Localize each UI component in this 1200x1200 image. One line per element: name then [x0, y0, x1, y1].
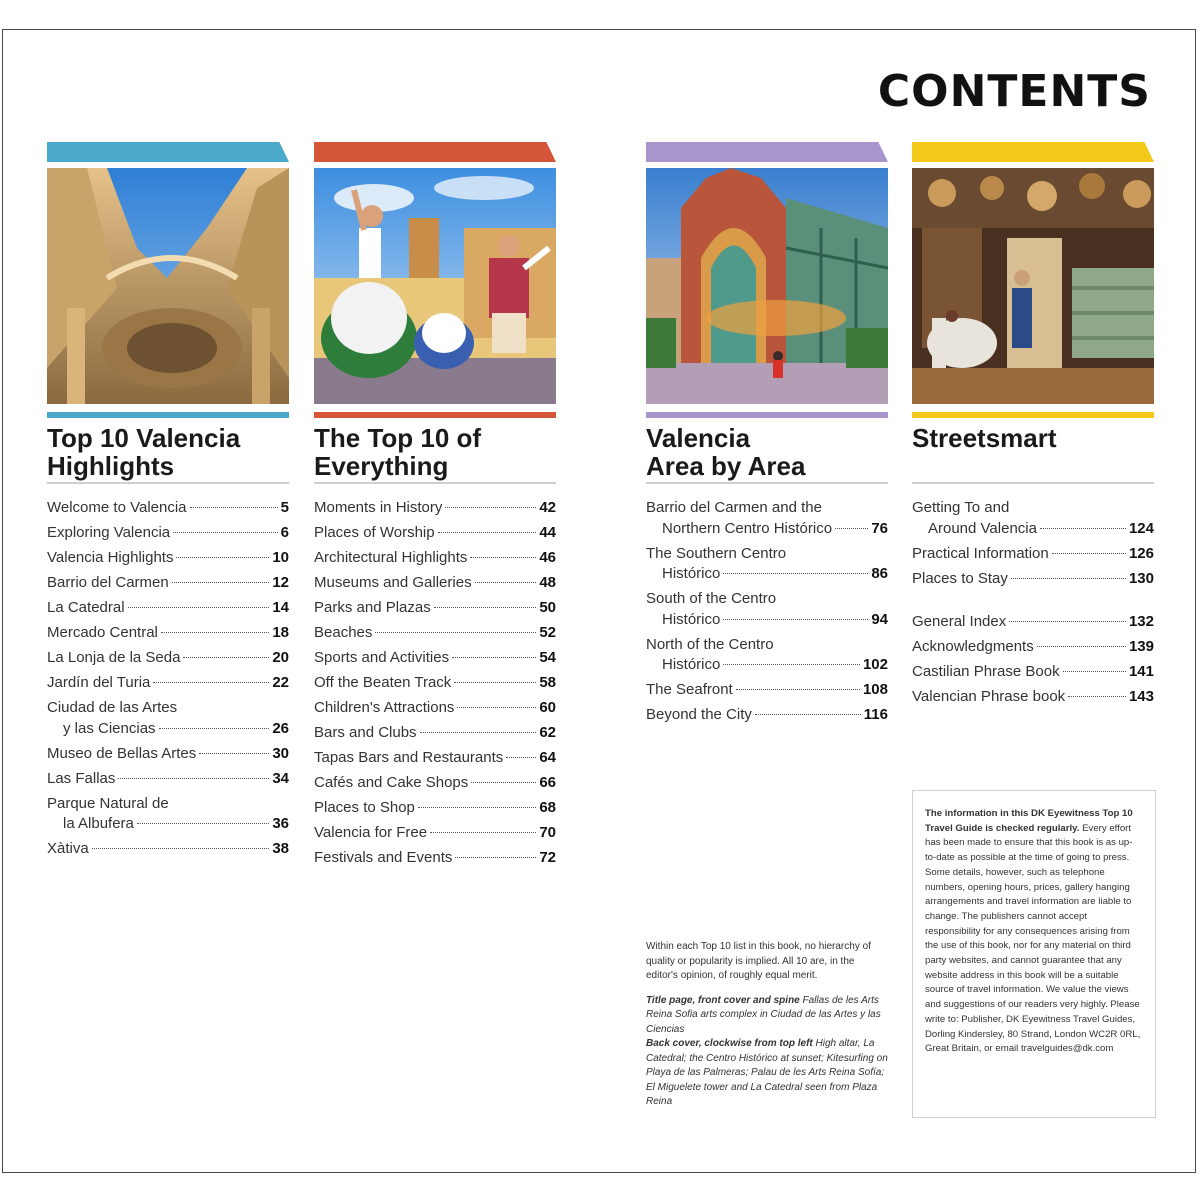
toc-entry[interactable] [912, 612, 1154, 633]
disclaimer-text: Every effort has been made to ensure that this book is as up-to-date as possible at the time of going to press. Some details, however, such as telephone numbers, opening hours, prices, gallery hanging arrangements and travel information are liable to change. The publishers cannot accept responsibility for any consequences arising from the use of this book, nor for any material on third party websites, and cannot guarantee that any website address in this book will be a suitable source of travel information. We value the views and suggestions of our readers very highly. Please write to: Publisher, DK Eyewitness Travel Guides, Dorling Kindersley, 80 Strand, London WC2R 0RL, Great Britain, or email travelguides@dk.com [925, 822, 1141, 1055]
leader-dots [434, 607, 537, 608]
toc-page-number: 38 [272, 840, 289, 857]
toc-entry-title: La Catedral [47, 599, 125, 616]
toc-entry-title: Mercado Central [47, 624, 158, 641]
toc-entry-title: Valencian Phrase book [912, 687, 1066, 705]
toc-entry[interactable] [646, 589, 888, 630]
toc-entry[interactable] [646, 635, 888, 676]
toc-entry-title: The Seafront [646, 681, 733, 698]
leader-dots [470, 557, 536, 558]
toc-page-number: 34 [272, 769, 289, 787]
section-underbar [314, 412, 556, 418]
folk-dancers-image [314, 168, 556, 404]
section-rule [314, 482, 556, 484]
toc-gap [912, 594, 1154, 612]
leader-dots [172, 582, 270, 583]
toc-entry-title: Children's Attractions [314, 699, 455, 716]
toc-entry-title: Practical Information [912, 544, 1049, 562]
toc-entry[interactable] [314, 598, 556, 619]
toc-entry-title: Las Fallas [47, 769, 116, 787]
toc-page-number: 5 [280, 499, 289, 516]
toc-page-number: 36 [272, 815, 289, 832]
leader-dots [173, 532, 278, 533]
page-heading: CONTENTS [877, 66, 1151, 117]
toc-entry-title: Festivals and Events [314, 849, 453, 866]
toc-entry-title: Cafés and Cake Shops [314, 774, 469, 791]
leader-dots [430, 832, 536, 833]
toc-page-number: 86 [871, 565, 888, 582]
toc-entry-title: Valencia Highlights [47, 549, 174, 566]
toc-page-number: 58 [539, 674, 556, 691]
leader-dots [159, 728, 270, 729]
toc-entry-title-line1: Parque Natural de [47, 794, 169, 812]
toc-entry[interactable] [912, 498, 1154, 539]
toc-page-number: 62 [539, 724, 556, 741]
toc-page-number: 94 [871, 610, 888, 628]
contents-page [2, 29, 1196, 1173]
leader-dots [755, 714, 861, 715]
leader-dots [455, 857, 536, 858]
toc-list [47, 498, 289, 860]
leader-dots [183, 657, 269, 658]
toc-entry-title-line1: North of the Centro [646, 635, 774, 653]
leader-dots [723, 573, 868, 574]
toc-entry[interactable] [314, 673, 556, 694]
leader-dots [723, 619, 868, 620]
cathedral-facade-image [47, 168, 289, 404]
toc-entry[interactable] [314, 573, 556, 594]
toc-page-number: 130 [1128, 569, 1154, 587]
toc-entry[interactable] [47, 794, 289, 835]
leader-dots [736, 689, 860, 690]
toc-page-number: 60 [539, 699, 556, 716]
toc-entry-title: Places to Shop [314, 799, 415, 816]
leader-dots [835, 528, 868, 529]
toc-page-number: 42 [539, 499, 556, 516]
craft-shop-image [912, 168, 1154, 404]
toc-page-number: 139 [1128, 637, 1154, 655]
toc-page-number: 143 [1128, 687, 1154, 705]
leader-dots [457, 707, 536, 708]
toc-entry[interactable] [314, 823, 556, 844]
toc-entry[interactable] [47, 598, 289, 619]
leader-dots [1063, 671, 1126, 672]
leader-dots [420, 732, 537, 733]
leader-dots [438, 532, 537, 533]
toc-page-number: 26 [272, 719, 289, 737]
toc-page-number: 76 [871, 519, 888, 537]
toc-entry[interactable] [47, 769, 289, 790]
leader-dots [723, 664, 860, 665]
toc-page-number: 102 [862, 656, 888, 673]
toc-entry-title: Around Valencia [928, 519, 1037, 537]
toc-page-number: 116 [863, 706, 888, 723]
toc-entry-title: Beaches [314, 624, 373, 641]
toc-page-number: 52 [539, 624, 556, 641]
toc-entry[interactable] [314, 723, 556, 744]
toc-entry[interactable] [314, 748, 556, 769]
toc-entry-title: Welcome to Valencia [47, 499, 187, 516]
disclaimer-bold: The information in this DK Eyewitness Top 10 Travel Guide is checked regularly. [925, 808, 1133, 834]
leader-dots [452, 657, 536, 658]
section-title: Top 10 Valencia Highlights [47, 423, 241, 481]
leader-dots [153, 682, 269, 683]
toc-page-number: 124 [1128, 519, 1154, 537]
toc-entry-title: Parks and Plazas [314, 599, 431, 616]
toc-entry[interactable] [47, 648, 289, 669]
toc-page-number: 132 [1128, 612, 1154, 630]
leader-dots [471, 782, 536, 783]
toc-entry[interactable] [47, 573, 289, 594]
toc-page-number: 141 [1128, 662, 1154, 680]
leader-dots [190, 507, 278, 508]
toc-entry[interactable] [47, 839, 289, 860]
toc-entry[interactable] [314, 773, 556, 794]
toc-list [912, 498, 1154, 707]
toc-page-number: 108 [862, 681, 888, 698]
section-top10-highlights [47, 142, 289, 864]
toc-entry-title: Exploring Valencia [47, 524, 171, 541]
toc-page-number: 14 [272, 599, 289, 616]
leader-dots [199, 753, 269, 754]
toc-entry[interactable] [47, 623, 289, 644]
section-rule [646, 482, 888, 484]
toc-page-number: 10 [272, 549, 289, 566]
toc-entry-title: Museums and Galleries [314, 574, 472, 591]
leader-dots [1011, 578, 1126, 579]
toc-entry-title: Museo de Bellas Artes [47, 744, 197, 762]
toc-entry-title: Barrio del Carmen [47, 574, 169, 591]
note-paragraph: Within each Top 10 list in this book, no hierarchy of quality or popularity is implied. All 10 are, in the editor's opinion, of roughly equal merit. [646, 941, 871, 981]
toc-page-number: 22 [272, 674, 289, 691]
leader-dots [475, 582, 537, 583]
toc-entry[interactable] [314, 698, 556, 719]
toc-list [314, 498, 556, 869]
section-area-by-area [646, 142, 888, 730]
toc-entry-title-line1: Ciudad de las Artes [47, 699, 178, 716]
toc-page-number: 126 [1128, 544, 1154, 562]
toc-page-number: 12 [272, 574, 289, 591]
toc-entry-title: General Index [912, 612, 1007, 630]
toc-entry[interactable] [912, 569, 1154, 590]
toc-entry[interactable] [646, 544, 888, 585]
toc-entry-title-line1: Getting To and [912, 499, 1010, 516]
toc-entry[interactable] [912, 637, 1154, 658]
toc-page-number: 72 [539, 849, 556, 866]
toc-entry[interactable] [314, 623, 556, 644]
toc-entry[interactable] [314, 848, 556, 869]
toc-entry-title: Off the Beaten Track [314, 674, 452, 691]
section-underbar [646, 412, 888, 418]
toc-page-number: 30 [272, 744, 289, 762]
toc-entry[interactable] [646, 680, 888, 701]
toc-entry-title: Sports and Activities [314, 649, 450, 666]
toc-entry-title: Histórico [662, 656, 721, 673]
toc-page-number: 66 [539, 774, 556, 791]
section-streetsmart [912, 142, 1154, 712]
section-underbar [912, 412, 1154, 418]
leader-dots [1009, 621, 1126, 622]
toc-list [646, 498, 888, 726]
section-title: Valencia Area by Area [646, 423, 806, 481]
section-title: The Top 10 of Everything [314, 423, 482, 481]
leader-dots [176, 557, 269, 558]
leader-dots [161, 632, 269, 633]
section-underbar [47, 412, 289, 418]
note-paragraph [646, 994, 888, 1038]
mercado-colon-image [646, 168, 888, 404]
editorial-note [646, 940, 888, 1120]
toc-entry[interactable] [47, 673, 289, 694]
toc-entry[interactable] [912, 544, 1154, 565]
leader-dots [1037, 646, 1126, 647]
toc-page-number: 64 [539, 749, 556, 766]
toc-entry[interactable] [912, 687, 1154, 708]
toc-page-number: 68 [539, 799, 556, 816]
section-color-tab [314, 142, 556, 162]
toc-page-number: 46 [539, 549, 556, 566]
toc-entry-title: Histórico [662, 565, 721, 582]
leader-dots [92, 848, 270, 849]
toc-page-number: 44 [539, 524, 556, 541]
section-color-tab [912, 142, 1154, 162]
toc-entry[interactable] [47, 698, 289, 739]
toc-entry-title: Castilian Phrase Book [912, 662, 1060, 680]
leader-dots [1052, 553, 1126, 554]
toc-entry[interactable] [47, 523, 289, 544]
toc-page-number: 54 [539, 649, 556, 666]
toc-entry-title: y las Ciencias [63, 719, 156, 737]
section-color-tab [646, 142, 888, 162]
section-color-tab [47, 142, 289, 162]
toc-entry-title: Places to Stay [912, 569, 1008, 587]
toc-entry-title: Places of Worship [314, 524, 435, 541]
leader-dots [1040, 528, 1126, 529]
leader-dots [375, 632, 536, 633]
toc-entry-title-line1: South of the Centro [646, 590, 777, 607]
toc-entry-title: Moments in History [314, 499, 443, 516]
section-rule [912, 482, 1154, 484]
toc-page-number: 18 [272, 624, 289, 641]
note-paragraph [646, 1037, 888, 1110]
toc-entry-title-line1: The Southern Centro [646, 544, 787, 562]
toc-entry[interactable] [47, 744, 289, 765]
note-bold: Back cover, clockwise from top left [646, 1038, 813, 1049]
leader-dots [418, 807, 536, 808]
toc-entry[interactable] [314, 523, 556, 544]
section-title: Streetsmart [912, 423, 1057, 453]
note-text: High altar, La Catedral; the Centro Histórico at sunset; Kitesurfing on Playa de las Palmeras; Palau de les Arts Reina Sofía; El Miguelete tower and La Catedral seen from Plaza Reina [646, 1038, 888, 1107]
toc-entry-title: La Lonja de la Seda [47, 649, 181, 666]
disclaimer-box [912, 790, 1156, 1118]
leader-dots [454, 682, 536, 683]
note-bold: Title page, front cover and spine [646, 994, 800, 1006]
section-top10-everything [314, 142, 556, 873]
leader-dots [118, 778, 269, 779]
leader-dots [506, 757, 536, 758]
section-rule [47, 482, 289, 484]
toc-page-number: 20 [272, 649, 289, 666]
toc-entry-title: Acknowledgments [912, 637, 1034, 655]
leader-dots [128, 607, 270, 608]
toc-entry[interactable] [646, 498, 888, 539]
leader-dots [1068, 696, 1126, 697]
toc-entry[interactable] [47, 548, 289, 569]
toc-entry-title: Beyond the City [646, 706, 752, 723]
toc-page-number: 6 [280, 524, 289, 541]
toc-page-number: 48 [539, 574, 556, 591]
leader-dots [137, 823, 269, 824]
toc-entry-title: la Albufera [63, 815, 134, 832]
toc-entry-title: Tapas Bars and Restaurants [314, 749, 504, 766]
toc-entry[interactable] [314, 798, 556, 819]
toc-entry[interactable] [314, 648, 556, 669]
toc-page-number: 50 [539, 599, 556, 616]
toc-entry-title-line1: Barrio del Carmen and the [646, 499, 822, 516]
toc-entry-title: Histórico [662, 610, 721, 628]
toc-entry[interactable] [314, 548, 556, 569]
toc-entry[interactable] [646, 705, 888, 726]
note-text: Fallas de les Arts Reina Sofia arts complex in Ciudad de las Artes y las Ciencias [646, 994, 881, 1035]
toc-entry-title: Xàtiva [47, 840, 89, 857]
toc-entry-title: Northern Centro Histórico [662, 519, 833, 537]
toc-entry-title: Jardín del Turia [47, 674, 151, 691]
toc-entry-title: Architectural Highlights [314, 549, 468, 566]
toc-entry[interactable] [47, 498, 289, 519]
toc-entry[interactable] [314, 498, 556, 519]
toc-page-number: 70 [539, 824, 556, 841]
toc-entry[interactable] [912, 662, 1154, 683]
toc-entry-title: Valencia for Free [314, 824, 428, 841]
toc-entry-title: Bars and Clubs [314, 724, 417, 741]
leader-dots [445, 507, 536, 508]
